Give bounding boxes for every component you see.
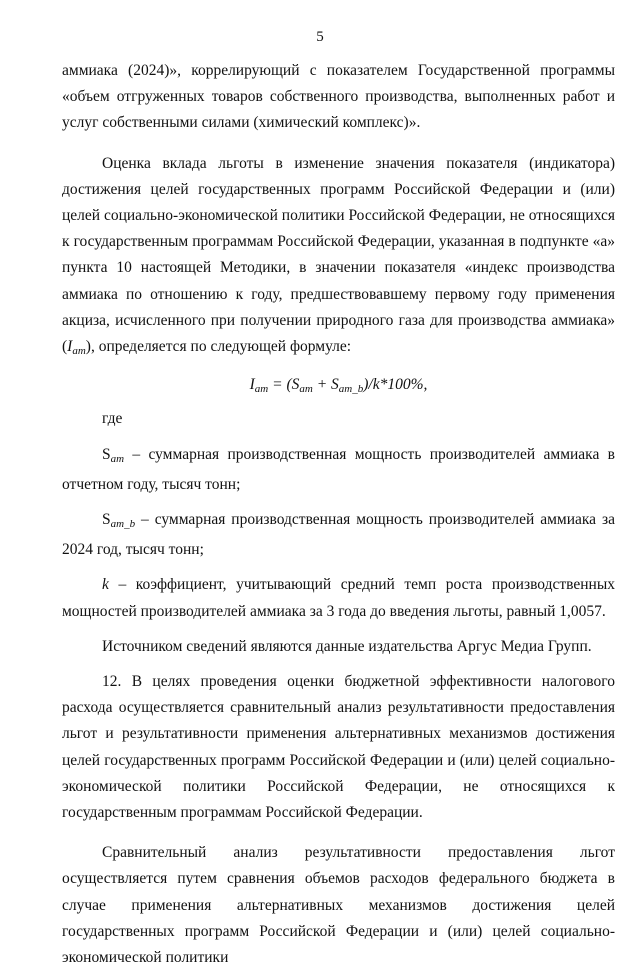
definition-s-am-symbol: S (102, 445, 111, 463)
definition-k-text: – коэффициент, учитывающий средний темп роста производственных мощностей производителей аммиака за 3 года до введения льготы, равный 1,0057. (62, 576, 615, 620)
paragraph-12: 12. В целях проведения оценки бюджетной эффективности налогового расхода осуществляется сравнительный анализ результативности предоставления льгот и результативности применения альтернативных механизмов достижения целей государственных программ Российской Федерации и (или) целей социально-экономической политики Российской Федерации, не относящихся к государственным программам Российской Федерации. (62, 673, 615, 822)
paragraph-assessment-text: Оценка вклада льготы в изменение значения показателя (индикатора) достижения целей государственных программ Российской Федерации и (или) целей социально-экономической политики Российской Федерации, не относящихся к государственным программам Российской Федерации, указанная в подпункте «а» пункта 10 настоящей Методики, в значении показателя «индекс производства аммиака по отношению к году, предшествовавшему первому году применения акциза, исчисленного при получении природного газа для производства аммиака» ( (62, 154, 616, 356)
page-number: 5 (316, 29, 324, 45)
paragraph-comparative-analysis: Сравнительный анализ результативности предоставления льгот осуществляется путем сравнения объемов расходов федерального бюджета в случае применения альтернативных механизмов достижения целей государственных программ Российской Федерации и (или) целей социально-экономической политики (62, 844, 615, 967)
definition-k-symbol: k (102, 576, 109, 594)
formula-eq: = (S (268, 376, 300, 394)
definition-s-am-b-symbol: S (102, 511, 111, 529)
where-label: где (102, 410, 123, 428)
symbol-i-am: I (67, 338, 73, 356)
paragraph-assessment-tail: ), определяется по следующей формуле: (85, 338, 352, 356)
symbol-i-am-subscript: am (72, 345, 86, 358)
definition-s-am-b-text: – суммарная производственная мощность производителей аммиака за 2024 год, тысяч тонн; (62, 511, 615, 559)
definition-s-am-text: – суммарная производственная мощность производителей аммиака в отчетном году, тысяч тонн; (62, 445, 615, 493)
formula-rest: )/k*100%, (363, 376, 428, 394)
formula-s1-subscript: am (299, 383, 313, 396)
formula-plus: + S (312, 376, 339, 394)
definition-s-am-b-subscript: am_b (110, 518, 136, 531)
formula-s2-subscript: am_b (338, 383, 364, 396)
document-body (62, 58, 615, 971)
definition-s-am-b (62, 507, 615, 563)
definition-s-am (62, 442, 615, 498)
paragraph-continuation: аммиака (2024)», коррелирующий с показателем Государственной программы «объем отгруженных товаров собственного производства, выполненных работ и услуг собственными силами (химический комплекс)». (62, 62, 615, 132)
paragraph-assessment (62, 151, 615, 365)
formula (62, 372, 615, 402)
formula-lhs: I (249, 376, 255, 394)
paragraph-source: Источником сведений являются данные издательства Аргус Медиа Групп. (102, 637, 592, 655)
definition-s-am-subscript: am (110, 452, 125, 465)
definition-k (62, 572, 615, 624)
formula-lhs-subscript: am (254, 383, 269, 396)
